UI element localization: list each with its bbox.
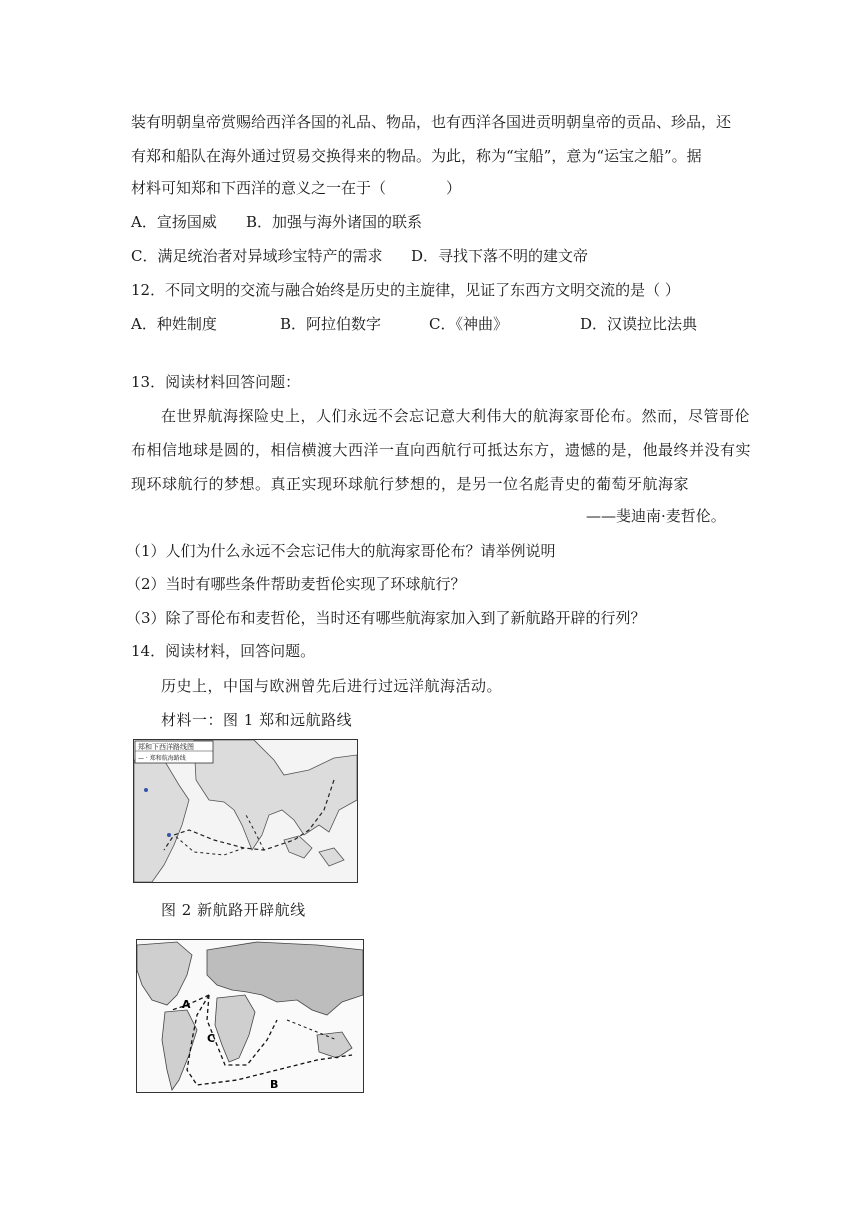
- q11-line-1: 装有明朝皇帝赏赐给西洋各国的礼品、物品，也有西洋各国进贡明朝皇帝的贡品、珍品，还: [131, 113, 732, 131]
- map1-legend: — · 郑和航海路线: [138, 755, 186, 762]
- map2-label-c: C: [207, 1032, 216, 1045]
- q13-passage-line-1: 在世界航海探险史上，人们永远不会忘记意大利伟大的航海家哥伦布。然而，尽管哥伦: [161, 407, 751, 425]
- q13-sub-3: （3）除了哥伦布和麦哲伦，当时还有哪些航海家加入到了新航路开辟的行列？: [126, 609, 646, 627]
- q12-option-b[interactable]: B．阿拉伯数字: [280, 315, 382, 333]
- new-sea-routes-map: [136, 939, 364, 1093]
- q11-line-2: 有郑和船队在海外通过贸易交换得来的物品。为此，称为“宝船”，意为“运宝之船”。据: [131, 147, 702, 165]
- q13-passage-line-2: 布相信地球是圆的，相信横渡大西洋一直向西航行可抵达东方，遗憾的是，他最终并没有实: [131, 441, 752, 459]
- q13-signature: ——斐迪南·麦哲伦。: [586, 507, 726, 525]
- q12-stem: 12．不同文明的交流与融合始终是历史的主旋律，见证了东西方文明交流的是（ ）: [131, 281, 680, 299]
- q13-sub-2: （2）当时有哪些条件帮助麦哲伦实现了环球航行？: [126, 575, 466, 593]
- q12-option-d[interactable]: D．汉谟拉比法典: [580, 315, 698, 333]
- q12-option-c[interactable]: C．《神曲》: [429, 315, 508, 333]
- q13-stem: 13．阅读材料回答问题：: [131, 373, 301, 391]
- q11-option-d[interactable]: D．寻找下落不明的建文帝: [411, 247, 589, 265]
- q14-material-1: 材料一：图 1 郑和远航路线: [161, 711, 353, 729]
- q11-option-a[interactable]: A．宣扬国威: [131, 213, 217, 231]
- map2-label-b: B: [270, 1078, 279, 1091]
- q11-line-3: 材料可知郑和下西洋的意义之一在于（ ）: [131, 179, 462, 197]
- q11-option-b[interactable]: B．加强与海外诸国的联系: [246, 213, 423, 231]
- q13-passage-line-3: 现环球航行的梦想。真正实现环球航行梦想的，是另一位名彪青史的葡萄牙航海家: [131, 475, 690, 493]
- zheng-he-route-map: [133, 739, 358, 883]
- q13-sub-1: （1）人们为什么永远不会忘记伟大的航海家哥伦布？请举例说明: [126, 542, 556, 560]
- q14-stem: 14．阅读材料，回答问题。: [131, 642, 316, 660]
- q14-caption-2: 图 2 新航路开辟航线: [161, 901, 306, 919]
- q11-option-c[interactable]: C．满足统治者对异域珍宝特产的需求: [131, 247, 383, 265]
- q12-option-a[interactable]: A．种姓制度: [131, 315, 217, 333]
- map2-label-a: A: [182, 998, 191, 1011]
- q14-intro: 历史上，中国与欧洲曾先后进行过远洋航海活动。: [161, 677, 503, 695]
- map1-title: 郑和下西洋路线图: [138, 743, 194, 751]
